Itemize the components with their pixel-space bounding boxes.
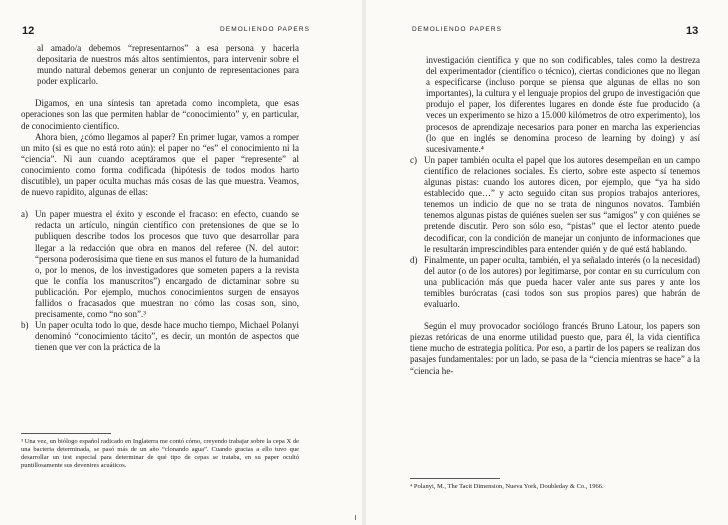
left-body-text — [21, 43, 299, 353]
list-item-a-label: a) — [21, 209, 28, 220]
list-item-a — [21, 209, 299, 320]
left-list — [21, 209, 299, 353]
left-footnote: ³ Una vez, un biólogo español radicado en Inglaterra me contó cómo, creyendo trabajar sobre la cepa X de una bacteria determinada, se pasó más de un año “clonando agua”. Cuando gracias a ello tuvo que desarrollar un test especial para determinar de qué tipo de cepas se trataba, en su paper ocultó puntillosamente sus devenires acuáticos. — [21, 438, 299, 469]
left-paragraph-3: Ahora bien, ¿cómo llegamos al paper? En primer lugar, vamos a romper un mito (si es que no está roto aún): el paper no “es” el conocimiento ni la “ciencia”. Ni aun cuando aceptáramos que el paper “represente” al conocimiento como forma codificada (hipótesis de todos modos harto discutible), un paper oculta muchas más cosas de las que muestra. Veamos, de nuevo rapidito, algunas de ellas: — [21, 131, 299, 198]
binding-mark — [355, 515, 356, 520]
left-paragraph-1: al amado/a debemos “representarnos” a esa persona y hacerla depositaria de nuestros más altos sentimientos, para intervenir sobre el mundo natural debemos generar un conjunto de representaciones para poder explicarlo. — [37, 43, 299, 87]
list-item-c — [410, 155, 700, 255]
left-paragraph-2: Digamos, en una síntesis tan apretada como incompleta, que esas operaciones son las que permiten hablar de “conocimiento” y, en particular, de conocimiento científico. — [21, 98, 299, 131]
list-item-d — [410, 255, 700, 310]
right-page — [366, 0, 728, 525]
left-running-head: DEMOLIENDO PAPERS — [220, 26, 311, 33]
right-list — [410, 155, 700, 310]
list-item-b-text: Un paper oculta todo lo que, desde hace mucho tiempo, Michael Polanyi denominó “conocimiento tácito”, es decir, un montón de aspectos que tienen que ver con la práctica de la — [35, 320, 299, 353]
right-page-number: 13 — [686, 25, 699, 37]
list-item-b-label: b) — [21, 320, 29, 331]
left-page — [0, 0, 362, 525]
right-running-head: DEMOLIENDO PAPERS — [412, 26, 503, 33]
list-item-d-label: d) — [410, 254, 418, 265]
right-final-paragraph: Según el muy provocador sociólogo francés Bruno Latour, los papers son piezas retóricas de una enorme utilidad puesto que, para él, la vida científica tiene mucho de estrategia política. Por eso, a partir de los papers se realizan dos pasajes fundamentales: por un lado, se pasa de la “ciencia mientras se hace” a la “ciencia he- — [410, 321, 700, 376]
left-page-number: 12 — [22, 25, 35, 37]
right-continuation: investigación científica y que no son codificables, tales como la destreza del experimentador (científico o técnico), ciertas condiciones que no llegan a especificarse (incluso porque se piensa que algunas de ellas no son importantes), la cultura y el lenguaje propios del grupo de investigación que produjo el paper, los diferentes lugares en donde éste fue producido (a veces un experimento se hizo a 15.000 kilómetros de otro experimento), los procesos de aprendizaje necesarios para poner en marcha las experiencias (lo que en inglés se denomina proceso de learning by doing) y así sucesivamente.⁴ — [426, 55, 700, 154]
right-body-text — [410, 55, 700, 377]
list-item-d-text: Finalmente, un paper oculta, también, el ya señalado interés (o la necesidad) del autor (o de los autores) por legitimarse, por contar en su currículum con una publicación más que pueda hacer valer ante sus pares y ante los temibles burócratas (casi todos son sus propios pares) que habrán de evaluarlo. — [424, 254, 700, 310]
right-footnote: ⁴ Polanyi, M., The Tacit Dimension, Nueva York, Doubleday & Co., 1966. — [410, 483, 604, 490]
list-item-b — [21, 320, 299, 353]
list-item-c-text: Un paper también oculta el papel que los autores desempeñan en un campo científico de relaciones sociales. Es cierto, sobre este aspecto sí tenemos algunas pistas: cuando los autores dicen, por ejemplo, que “ya ha sido establecido que…” y acto seguido citan sus propios trabajos anteriores, tenemos un indicio de que no se trata de ningunos novatos. También tenemos algunas pistas de quiénes suelen ser sus “amigos” y con quiénes se pretende discutir. Pero son sólo eso, “pistas” que el lector atento puede decodificar, con la condición de manejar un conjunto de informaciones que le resultarán imprescindibles para entender quién y de qué está hablando. — [424, 154, 700, 254]
left-footnote-rule — [21, 433, 111, 434]
list-item-a-text: Un paper muestra el éxito y esconde el fracaso: en efecto, cuando se redacta un artículo, ningún científico con pretensiones de que se lo publiquen describe todos los procesos que tuvo que desarrollar para llegar a la redacción que obra en manos del referee (N. del autor: “persona poderosísima que tiene en sus manos el futuro de la humanidad o, por lo menos, de los investigadores que someten papers a la revista que le confía los manuscritos”) encargado de dictaminar sobre su publicación. Por ejemplo, muchos conocimientos surgen de ensayos fallidos o fracasados que muestran no cómo las cosas son, sino, precisamente, como “no son”.³ — [35, 209, 299, 320]
right-footnote-rule — [410, 478, 500, 479]
list-item-c-label: c) — [410, 154, 417, 165]
